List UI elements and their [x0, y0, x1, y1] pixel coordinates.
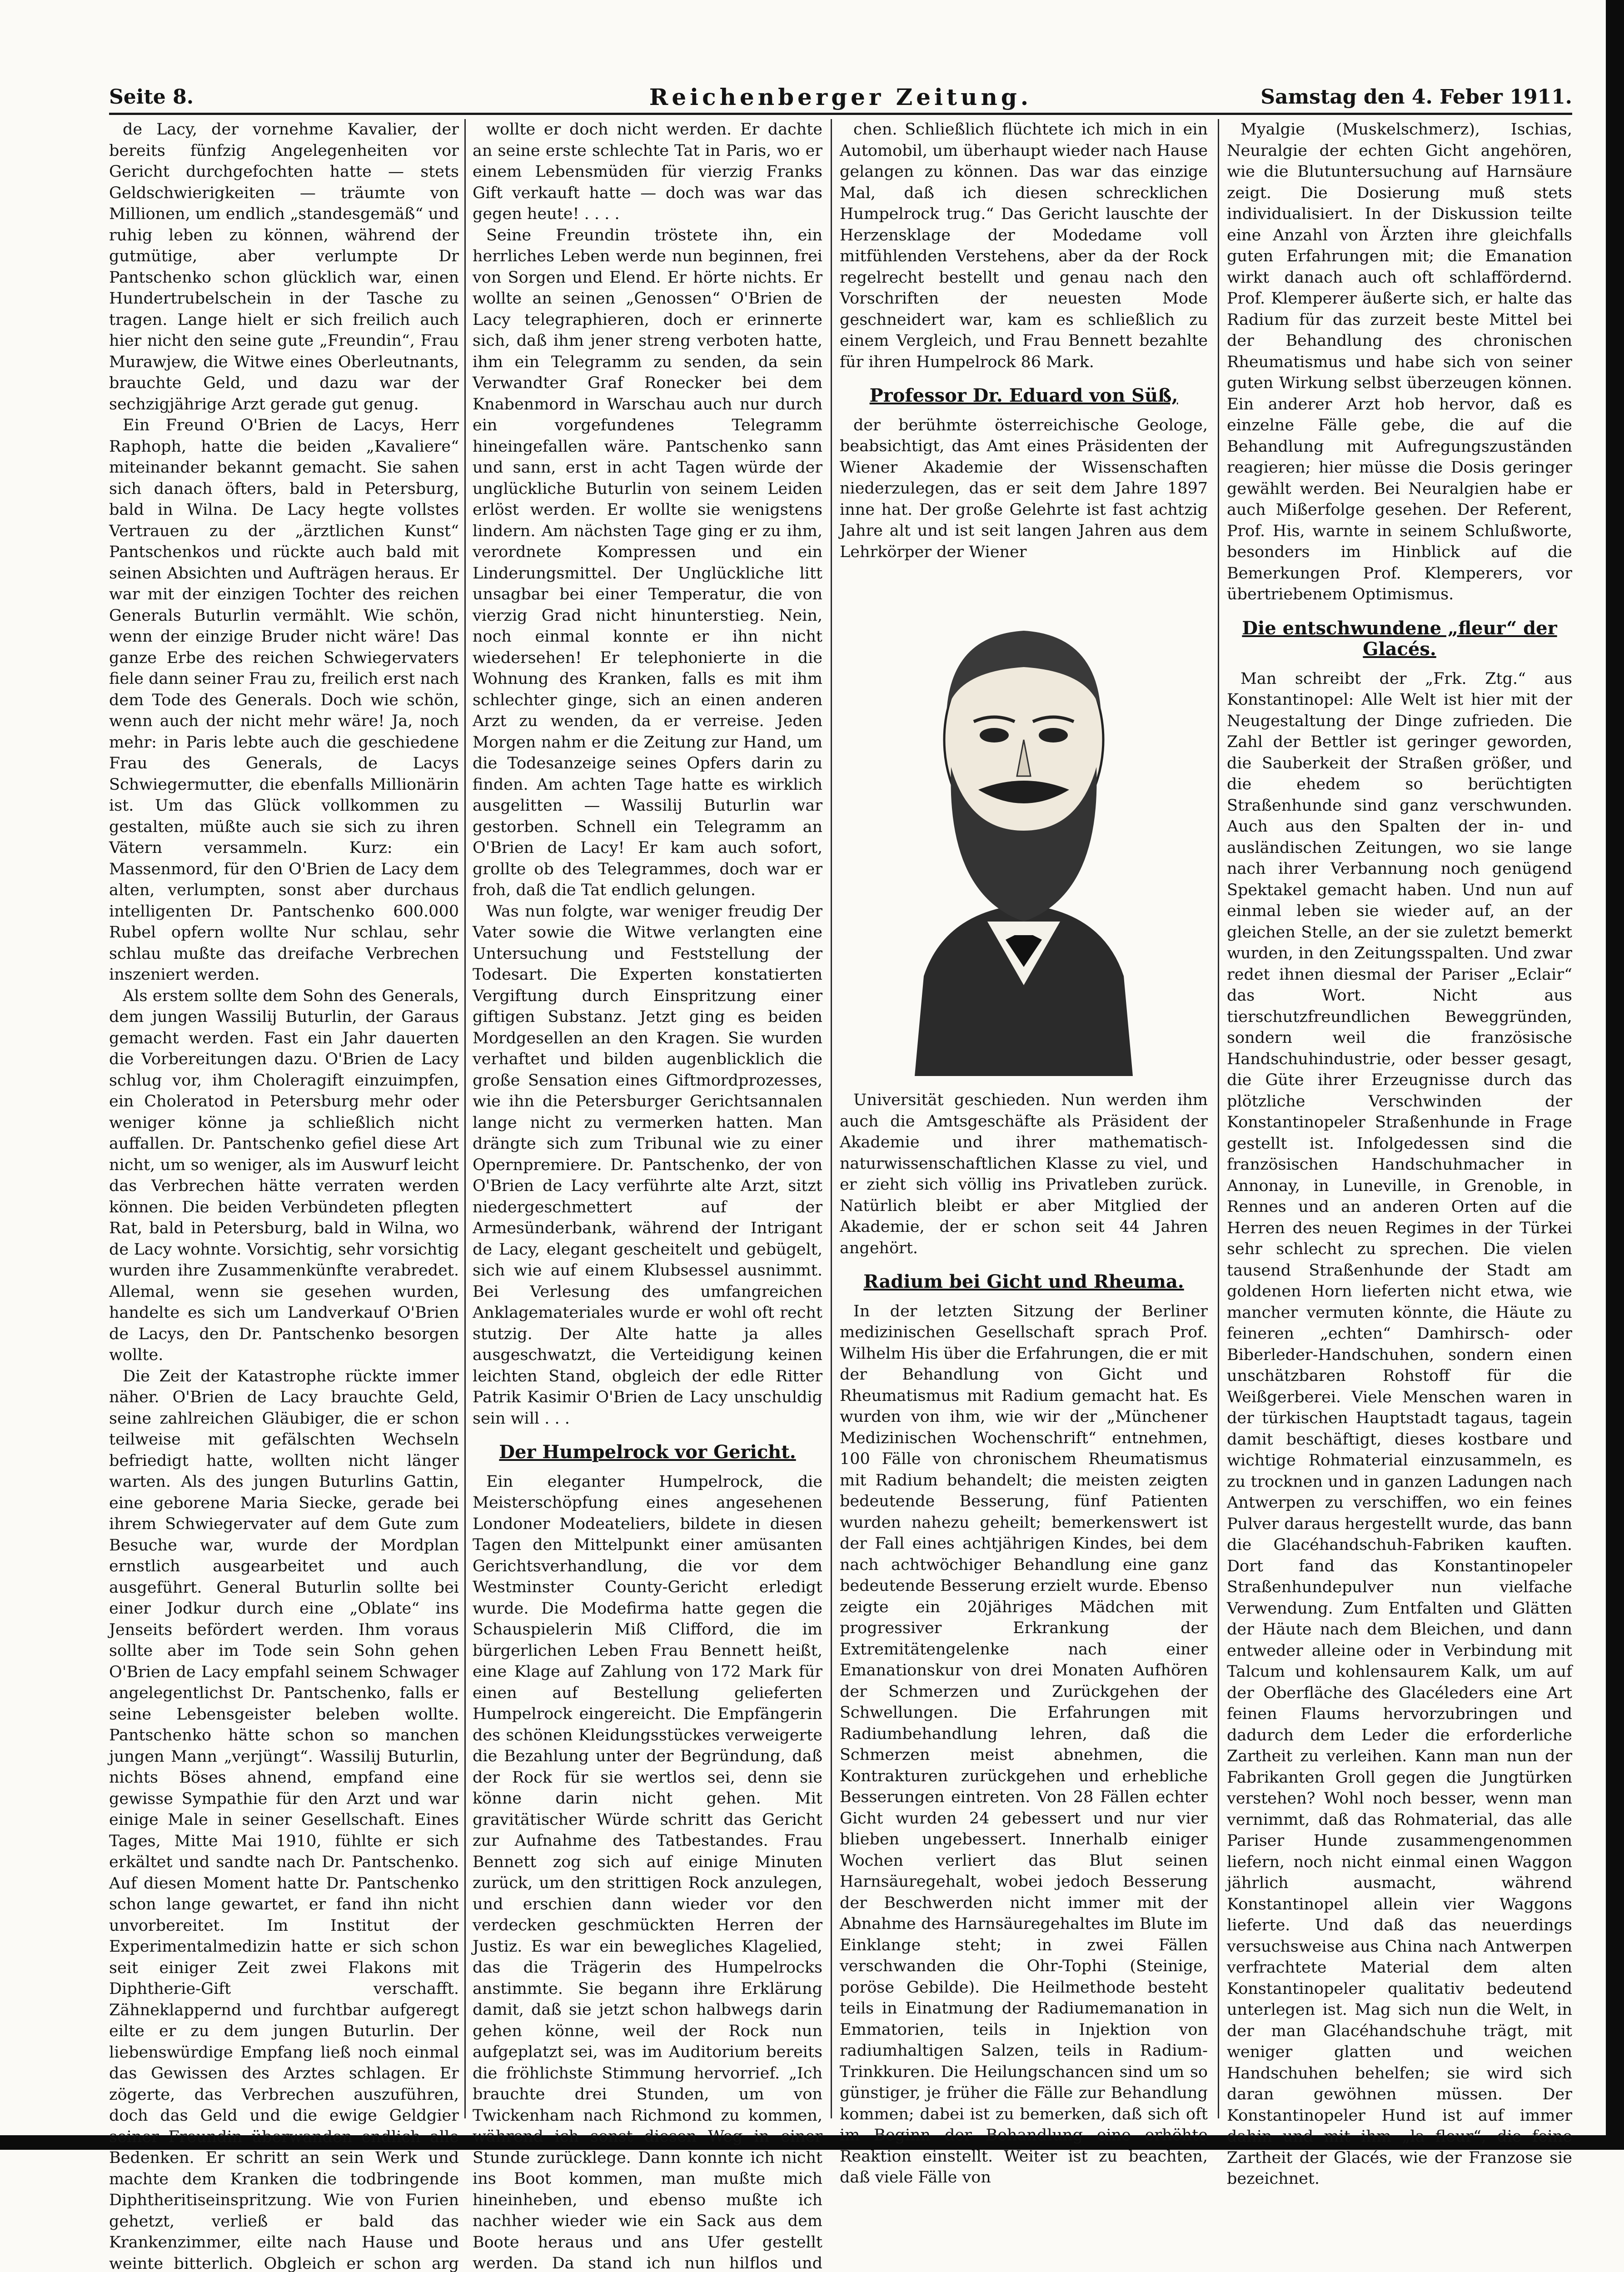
header-rule — [109, 113, 1572, 115]
paragraph: Man schreibt der „Frk. Ztg.“ aus Konstantinopel: Alle Welt ist hier mit der Neugestaltung der Dinge zufrieden. Die Zahl der Bettler ist geringer geworden, die Sauberkeit der Straßen größer, und die ehedem so berüchtigten Straßenhunde sind ganz verschwunden. Auch aus den Spalten der in- und ausländischen Zeitungen, wo sie lange nach ihrer Verbannung noch genügend Spektakel gemacht haben. Und nun auf einmal leben sie wieder auf, an der gleichen Stelle, an der sie zuletzt bemerkt wurden, in den Zeitungsspalten. Und zwar redet ihnen diesmal der Pariser „Eclair“ das Wort. Nicht aus tierschutzfreundlichen Beweggründen, sondern weil die französische Handschuhindustrie, oder besser gesagt, die Güte ihrer Erzeugnisse durch das plötzliche Verschwinden der Konstantinopeler Straßenhunde in Frage gestellt ist. Infolgedessen sind die französischen Handschuhmacher in Annonay, in Luneville, in Grenoble, in Rennes und an anderen Orten auf die Herren des neuen Regimes in der Türkei sehr schlecht zu sprechen. Die vielen tausend Straßenhunde der Stadt am goldenen Horn lieferten nicht etwa, wie mancher vermuten könnte, die Häute zu feineren „echten“ Damhirsch- oder Biberleder-Handschuhen, sondern einen unschätzbaren Rohstoff für die Weißgerberei. Viele Menschen waren in der türkischen Hauptstadt tagaus, tagein damit beschäftigt, dieses kostbare und wichtige Rohmaterial einzusammeln, es zu trocknen und in ganzen Ladungen nach Antwerpen zu verschiffen, wo ein feines Pulver daraus hergestellt wurde, das bann die Glacéhandschuh-Fabriken kauften. Dort fand das Konstantinopeler Straßenhundepulver nun vielfache Verwendung. Zum Entfalten und Glätten der Häute nach dem Bleichen, und dann entweder alleine oder in Verbindung mit Talcum und kohlensaurem Kalk, um auf der Oberfläche des Glacéleders eine Art feinen Flaums hervorzubringen und dadurch dem Leder die erforderliche Zartheit zu verleihen. Kann man nun der Fabrikanten Groll gegen die Jungtürken verstehen? Wohl noch besser, wenn man vernimmt, daß das Rohmaterial, das alle Pariser Hunde zusammengenommen liefern, noch nicht einmal einen Waggon jährlich ausmacht, während Konstantinopel allein vier Waggons lieferte. Und daß das neuerdings versuchsweise aus China nach Antwerpen verfrachtete Material dem alten Konstantinopeler qualitativ bedeutend unterlegen ist. Mag sich nun die Welt, in der man Glacéhandschuhe trägt, mit weniger glatten und weichen Handschuhen behelfen; sie wird sich daran gewöhnen müssen. Der Konstantinopeler Hund ist auf immer dahin und mit ihm „la fleur“, die feine Zartheit der Glacés, wie der Franzose sie bezeichnet. — [1227, 668, 1572, 2190]
portrait-illustration — [897, 576, 1151, 1076]
paragraph: Ein eleganter Humpelrock, die Meisterschöpfung eines angesehenen Londoner Modeateliers, bildete in diesen Tagen den Mittelpunkt einer amüsanten Gerichtsverhandlung, die vor dem Westminster County-Gericht erledigt wurde. Die Modefirma hatte gegen die Schauspielerin Miß Clifford, die im bürgerlichen Leben Frau Bennett heißt, eine Klage auf Zahlung von 172 Mark für einen auf Bestellung gelieferten Humpelrock eingereicht. Die Empfängerin des schönen Kleidungsstückes verweigerte die Bezahlung unter der Begründung, daß der Rock für sie wertlos sei, denn sie könne darin nicht gehen. Mit gravitätischer Würde schritt das Gericht zur Aufnahme des Tatbestandes. Frau Bennett zog sich auf einige Minuten zurück, um den strittigen Rock anzulegen, und erschien dann wieder vor den verdecken geschmückten Herren der Justiz. Es war ein bewegliches Klagelied, das die Trägerin des Humpelrocks anstimmte. Sie begann ihre Erklärung damit, daß sie jetzt schon halbwegs darin gehen könne, weil der Rock nun aufgeplatzt sei, was im Auditorium bereits die fröhlichste Stimmung hervorrief. „Ich brauchte drei Stunden, um von Twickenham nach Richmond zu kommen, während ich sonst diesen Weg in einer Stunde zurücklege. Dann konnte ich nicht ins Boot kommen, man mußte mich hineinheben, und ebenso mußte ich nachher wieder wie ein Sack aus dem Boote heraus und ans Ufer gestellt werden. Da stand ich nun hilflos und — [473, 1471, 822, 2272]
column-4 — [1227, 119, 1572, 2190]
paragraph: Was nun folgte, war weniger freudig Der Vater sowie die Witwe verlangten eine Untersuchung und Feststellung der Todesart. Die Experten konstatierten Vergiftung durch Einspritzung einer giftigen Substanz. Jetzt ging es beiden Mordgesellen an den Kragen. Sie wurden verhaftet und bilden augenblicklich die große Sensation eines Giftmordprozesses, wie ihn die Petersburger Gerichtsannalen lange nicht zu vermerken hatten. Man drängte sich zum Tribunal wie zu einer Opernpremiere. Dr. Pantschenko, der von O'Brien de Lacy verführte alte Arzt, sitzt niedergeschmettert auf der Armesünderbank, während der Intrigant de Lacy, elegant gescheitelt und gebügelt, sich wie auf einem Klubsessel ausnimmt. Bei Verlesung des umfangreichen Anklagemateriales wurde er wohl oft recht stutzig. Der Alte hatte ja alles ausgeschwatzt, die Verteidigung keinen leichten Stand, obgleich der edle Ritter Patrik Kasimir O'Brien de Lacy unschuldig sein will . . . — [473, 901, 822, 1430]
column-1 — [109, 119, 459, 2272]
issue-date: Samstag den 4. Feber 1911. — [1260, 85, 1572, 109]
paragraph: wollte er doch nicht werden. Er dachte an seine erste schlechte Tat in Paris, wo er einem Lebensmüden für vierzig Franks Gift verkauft hatte — doch was war das gegen heute! . . . . — [473, 119, 822, 225]
column-3 — [840, 119, 1208, 2188]
article-heading-humpelrock: Der Humpelrock vor Gericht. — [473, 1442, 822, 1463]
portrait-engraving — [915, 631, 1133, 1076]
paragraph: Die Zeit der Katastrophe rückte immer näher. O'Brien de Lacy brauchte Geld, seine zahlreichen Gläubiger, die er schon teilweise mit gefälschten Wechseln befriedigt hatte, wollten nicht länger warten. Als des jungen Buturlins Gattin, eine geborene Maria Siecke, gerade bei ihrem Schwiegervater auf dem Gute zum Besuche war, wurde der Mordplan ernstlich ausgearbeitet und auch ausgeführt. General Buturlin sollte bei einer Jodkur durch eine „Oblate“ ins Jenseits befördert werden. Ihm voraus sollte aber im Tode sein Sohn gehen O'Brien de Lacy empfahl seinem Schwager angelegentlichst Dr. Pantschenko, falls er seine Lebensgeister beleben wollte. Pantschenko hätte schon so manchen jungen Mann „verjüngt“. Wassilij Buturlin, nichts Böses ahnend, empfand eine gewisse Sympathie für den Arzt und war einige Male in seiner Gesellschaft. Eines Tages, Mitte Mai 1910, fühlte er sich erkältet und sandte nach Dr. Pantschenko. Auf diesen Moment hatte Dr. Pantschenko schon lange gewartet, er fand ihn nicht unvorbereitet. Im Institut der Experimentalmedizin hatte er sich schon seit einiger Zeit zwei Flakons mit Diphtherie-Gift verschafft. Zähneklappernd und furchtbar aufgeregt eilte er zu dem jungen Buturlin. Der liebenswürdige Empfang ließ noch einmal das Gewissen des Arztes schlagen. Er zögerte, das Verbrechen auszuführen, doch das Geld und die ewige Geldgier seiner Freundin überwanden endlich alle Bedenken. Er schritt an sein Werk und machte dem Kranken die todbringende Diphtheritiseinspritzung. Wie von Furien gehetzt, verließ er bald das Krankenzimmer, eilte nach Hause und weinte bitterlich. Obgleich er schon arg — [109, 1366, 459, 2272]
paragraph: Seine Freundin tröstete ihn, ein herrliches Leben werde nun beginnen, frei von Sorgen und Elend. Er hörte nichts. Er wollte an seinen „Genossen“ O'Brien de Lacy telegraphieren, doch er erinnerte sich, daß ihm jener streng verboten hatte, ihm ein Telegramm zu senden, da sein Verwandter Graf Ronecker bei dem Knabenmord in Warschau auch nur durch ein vorgefundenes Telegramm hineingefallen wäre. Pantschenko sann und sann, erst in acht Tagen würde der unglückliche Buturlin von seinem Leiden erlöst werden. Er wollte sie wenigstens lindern. Am nächsten Tage ging er zu ihm, verordnete Kompressen und ein Linderungsmittel. Der Unglückliche litt unsagbar bei einer Temperatur, die von vierzig Grad nicht hinunterstieg. Nein, noch einmal konnte er ihn nicht wiedersehen! Er telephonierte in die Wohnung des Kranken, falls es mit ihm schlechter ginge, sich an einen anderen Arzt zu wenden, da er verreise. Jeden Morgen nahm er die Zeitung zur Hand, um die Todesanzeige seines Opfers darin zu finden. Am achten Tage hatte es wirklich ausgelitten — Wassilij Buturlin war gestorben. Schnell ein Telegramm an O'Brien de Lacy! Er kam auch sofort, grollte ob des Telegrammes, doch war er froh, daß die Tat endlich gelungen. — [473, 225, 822, 901]
paragraph: chen. Schließlich flüchtete ich mich in ein Automobil, um überhaupt wieder nach Hause gelangen zu können. Das war das einzige Mal, daß ich diesen schrecklichen Humpelrock trug.“ Das Gericht lauschte der Herzensklage der Modedame voll mitfühlenden Verstehens, aber da der Rock regelrecht bestellt und genau nach den Vorschriften der neuesten Mode geschneidert war, kam es schließlich zu einem Vergleich, und Frau Bennett bezahlte für ihren Humpelrock 86 Mark. — [840, 119, 1208, 373]
column-divider — [831, 119, 832, 2118]
column-divider — [1218, 119, 1219, 2118]
paragraph: der berühmte österreichische Geologe, beabsichtigt, das Amt eines Präsidenten der Wiener Akademie der Wissenschaften niederzulegen, das er seit dem Jahre 1897 inne hat. Der große Gelehrte ist fast achtzig Jahre alt und ist seit langen Jahren aus dem Lehrkörper der Wiener — [840, 415, 1208, 563]
column-divider — [464, 119, 466, 2118]
paragraph: In der letzten Sitzung der Berliner medizinischen Gesellschaft sprach Prof. Wilhelm His über die Erfahrungen, die er mit der Behandlung von Gicht und Rheumatismus mit Radium gemacht hat. Es wurden von ihm, wie wir der „Münchener Medizinischen Wochenschrift“ entnehmen, 100 Fälle von chronischem Rheumatismus mit Radium behandelt; die meisten zeigten bedeutende Besserung, fünf Patienten wurden nahezu geheilt; bemerkenswert ist der Fall eines achtjährigen Kindes, bei dem nach achtwöchiger Behandlung eine ganz bedeutende Besserung erzielt wurde. Ebenso zeigte ein 20jähriges Mädchen mit progressiver Erkrankung der Extremitätengelenke nach einer Emanationskur von drei Monaten Aufhören der Schmerzen und Zurückgehen der Schwellungen. Die Erfahrungen mit Radiumbehandlung lehren, daß die Schmerzen meist abnehmen, die Kontrakturen zurückgehen und erhebliche Besserungen eintreten. Von 28 Fällen echter Gicht wurden 24 gebessert und nur vier blieben ungebessert. Innerhalb einiger Wochen verliert das Blut seinen Harnsäuregehalt, wobei jedoch Besserung der Beschwerden nicht immer mit der Abnahme des Harnsäuregehaltes im Blute im Einklange steht; in zwei Fällen verschwanden die Ohr-Tophi (Steinige, poröse Gebilde). Die Heilmethode besteht teils in Einatmung der Radiumemanation in Emmatorien, teils in Injektion von radiumhaltigen Salzen, teils in Radium-Trinkkuren. Die Heilungschancen sind um so günstiger, je früher die Fälle zur Behandlung kommen; dabei ist zu bemerken, daß sich oft im Beginn der Behandlung eine erhöhte Reaktion einstellt. Weiter ist zu beachten, daß viele Fälle von — [840, 1301, 1208, 2188]
newspaper-title: Reichenberger Zeitung. — [109, 84, 1572, 110]
article-heading-suess: Professor Dr. Eduard von Süß, — [840, 385, 1208, 407]
paragraph: de Lacy, der vornehme Kavalier, der bereits fünfzig Angelegenheiten vor Gericht durchgefochten hatte — stets Geldschwierigkeiten — träumte von Millionen, um endlich „standesgemäß“ und ruhig leben zu können, während der gutmütige, aber verlumpte Dr Pantschenko schon glücklich war, einen Hundertrubelschein in der Tasche zu tragen. Lange hielt er sich freilich auch hier nicht den seine gute „Freundin“, Frau Murawjew, die Witwe eines Oberleutnants, brauchte Geld, und dazu war der sechzigjährige Arzt gerade gut genug. — [109, 119, 459, 415]
scan-border-right — [1606, 0, 1624, 2150]
paragraph: Myalgie (Muskelschmerz), Ischias, Neuralgie der echten Gicht angehören, wie die Blutuntersuchung auf Harnsäure zeigt. Die Dosierung muß stets individualisiert. In der Diskussion teilte eine Anzahl von Ärzten ihre gleichfalls guten Erfahrungen mit; die Emanation wirkt danach auch oft schlaffördernd. Prof. Klemperer äußerte sich, er halte das Radium für das zurzeit beste Mittel bei der Behandlung des chronischen Rheumatismus und habe sich von seiner guten Wirkung selbst überzeugen können. Ein anderer Arzt hob hervor, daß es einzelne Fälle gebe, die auf die Behandlung mit Aufregungszuständen reagieren; hier müsse die Dosis geringer gewählt werden. Bei Neuralgien habe er auch Mißerfolge gesehen. Der Referent, Prof. His, warnte in seinem Schlußworte, besonders im Hinblick auf die Bemerkungen Prof. Klemperers, vor übertriebenem Optimismus. — [1227, 119, 1572, 605]
page-number: Seite 8. — [109, 85, 194, 109]
paragraph: Universität geschieden. Nun werden ihm auch die Amtsgeschäfte als Präsident der Akademie und ihrer mathematisch-naturwissenschaftlichen Klasse zu viel, und er zieht sich völlig ins Privatleben zurück. Natürlich bleibt er aber Mitglied der Akademie, der er schon seit 44 Jahren angehört. — [840, 1090, 1208, 1259]
article-heading-radium: Radium bei Gicht und Rheuma. — [840, 1271, 1208, 1293]
article-heading-glaces: Die entschwundene „fleur“ der Glacés. — [1227, 618, 1572, 660]
paragraph: Als erstem sollte dem Sohn des Generals, dem jungen Wassilij Buturlin, der Garaus gemacht werden. Fast ein Jahr dauerten die Vorbereitungen dazu. O'Brien de Lacy schlug vor, ihm Choleragift einzuimpfen, ein Choleratod in Petersburg mehr oder weniger könne ja schließlich nicht auffallen. Dr. Pantschenko gefiel diese Art nicht, um so weniger, als im Auswurf leicht das Verbrechen hätte verraten werden können. Die beiden Verbündeten pflegten Rat, bald in Petersburg, bald in Wilna, wo de Lacy wohnte. Vorsichtig, sehr vorsichtig wurden ihre Zusammenkünfte verabredet. Allemal, wenn sie gesehen wurden, handelte es sich um Landverkauf O'Brien de Lacys, den Dr. Pantschenko besorgen wollte. — [109, 986, 459, 1366]
column-2 — [473, 119, 822, 2272]
page-header — [109, 76, 1572, 117]
paragraph: Ein Freund O'Brien de Lacys, Herr Raphoph, hatte die beiden „Kavaliere“ miteinander bekannt gemacht. Sie sahen sich danach öfters, bald in Petersburg, bald in Wilna. De Lacy hegte vollstes Vertrauen zu der „ärztlichen Kunst“ Pantschenkos und rückte auch bald mit seinen Absichten und Aufträgen heraus. Er war mit der einzigen Tochter des reichen Generals Buturlin vermählt. Wie schön, wenn der einzige Bruder nicht wäre! Das ganze Erbe des reichen Schwiegervaters fiele dann seiner Frau zu, freilich erst nach dem Tode des Generals. Doch wie schön, wenn auch der nicht mehr wäre! Ja, noch mehr: in Paris lebte auch die geschiedene Frau des Generals, de Lacys Schwiegermutter, die ebenfalls Millionärin ist. Um das Glück vollkommen zu gestalten, müßte auch sie sich zu ihren Vätern versammeln. Kurz: ein Massenmord, für den O'Brien de Lacy dem alten, verlumpten, sonst aber durchaus intelligenten Dr. Pantschenko 600.000 Rubel opfern wollte Nur schlau, sehr schlau mußte das dreifache Verbrechen inszeniert werden. — [109, 415, 459, 986]
